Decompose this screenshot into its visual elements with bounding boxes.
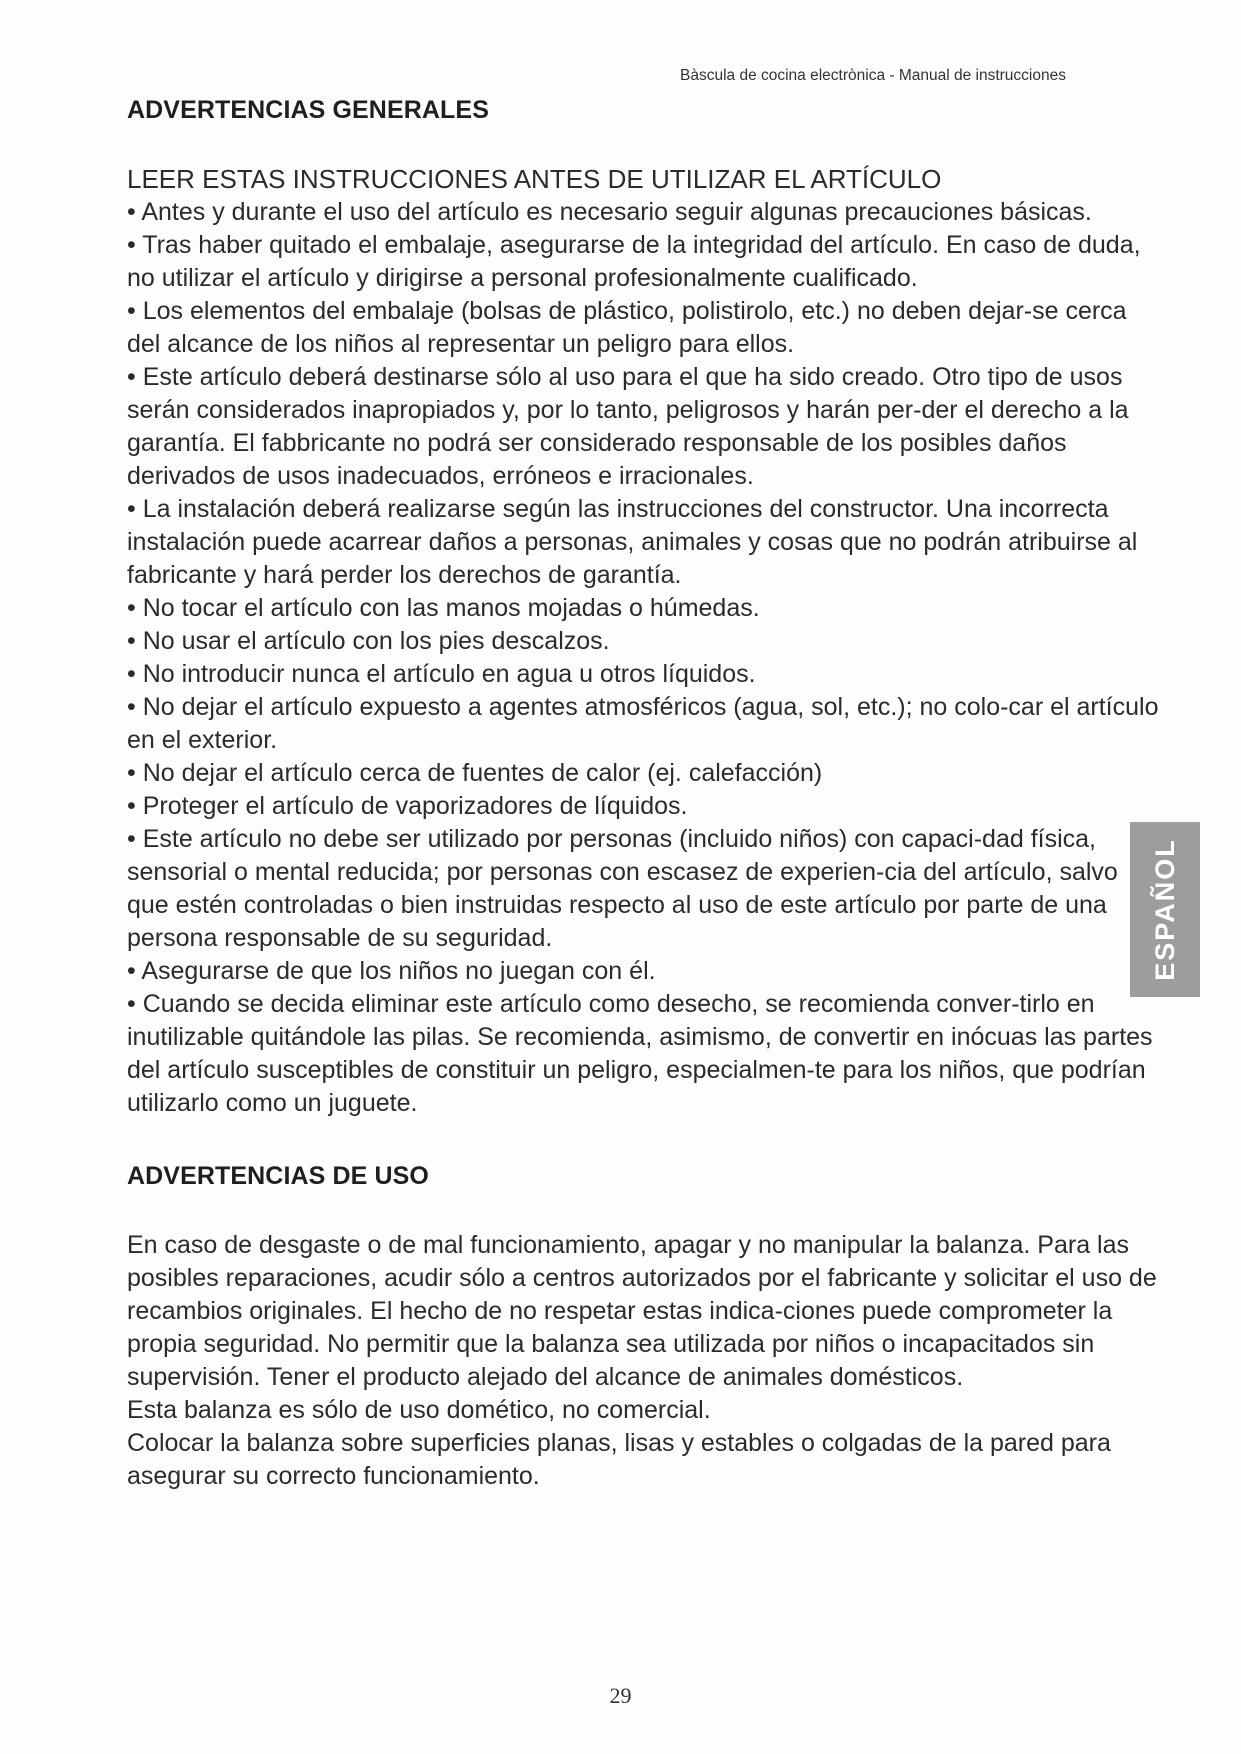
list-item: • Cuando se decida eliminar este artículo como desecho, se recomienda conver-tirlo en inutilizable quitándole las pilas. Se recomienda, asimismo, de convertir en inócuas las partes del artículo susceptibles de constituir un peligro, especialmen-te para los niños, que podrían utilizarlo como un juguete. [127,990,1153,1117]
list-item: • No usar el artículo con los pies descalzos. [127,627,610,655]
section-title-use: ADVERTENCIAS DE USO [127,1162,429,1190]
list-item: • Tras haber quitado el embalaje, asegurarse de la integridad del artículo. En caso de duda, no utilizar el artículo y dirigirse a personal profesionalmente cualificado. [127,231,1141,292]
page-number: 29 [609,1683,632,1708]
list-item: • Proteger el artículo de vaporizadores de líquidos. [127,792,688,820]
list-item: • Asegurarse de que los niños no juegan con él. [127,957,656,985]
list-item: • No dejar el artículo expuesto a agentes atmosféricos (agua, sol, etc.); no colo-car el artículo en el exterior. [127,693,1159,754]
page-content [127,96,1162,1493]
paragraph: Esta balanza es sólo de uso domético, no comercial. [127,1396,711,1424]
list-item: • No dejar el artículo cerca de fuentes de calor (ej. calefacción) [127,759,823,787]
paragraph: En caso de desgaste o de mal funcionamiento, apagar y no manipular la balanza. Para las posibles reparaciones, acudir sólo a centros autorizados por el fabricante y solicitar el uso de recambios originales. El hecho de no respetar estas indica-ciones puede comprometer la propia seguridad. No permitir que la balanza sea utilizada por niños o incapacitados sin supervisión. Tener el producto alejado del alcance de animales domésticos. [127,1231,1157,1391]
use-warnings-text [127,1229,1162,1493]
list-item: • Este artículo no debe ser utilizado por personas (incluido niños) con capaci-dad física, sensorial o mental reducida; por personas con escasez de experien-cia del artículo, salvo que estén controladas o bien instruidas respecto al uso de este artículo por parte de una persona responsable de su seguridad. [127,825,1118,952]
read-instructions-lead: LEER ESTAS INSTRUCCIONES ANTES DE UTILIZAR EL ARTÍCULO [127,164,942,194]
list-item: • Este artículo deberá destinarse sólo al uso para el que ha sido creado. Otro tipo de usos serán considerados inapropiados y, por lo tanto, peligrosos y harán per-der el derecho a la garantía. El fabbricante no podrá ser considerado responsable de los posibles daños derivados de usos inadecuados, erróneos e irracionales. [127,363,1129,490]
general-warnings-list [127,196,1162,1120]
language-side-tab [1130,822,1200,997]
paragraph: Colocar la balanza sobre superficies planas, lisas y estables o colgadas de la pared para asegurar su correcto funcionamiento. [127,1429,1111,1490]
section-use [127,1162,1162,1493]
section-title-general: ADVERTENCIAS GENERALES [127,96,489,124]
list-item: • No tocar el artículo con las manos mojadas o húmedas. [127,594,760,622]
list-item: • Antes y durante el uso del artículo es necesario seguir algunas precauciones básicas. [127,198,1092,226]
list-item: • La instalación deberá realizarse según las instrucciones del constructor. Una incorrecta instalación puede acarrear daños a personas, animales y cosas que no podrán atribuirse al fabricante y hará perder los derechos de garantía. [127,495,1138,589]
list-item: • No introducir nunca el artículo en agua u otros líquidos. [127,660,756,688]
list-item: • Los elementos del embalaje (bolsas de plástico, polistirolo, etc.) no deben dejar-se cerca del alcance de los niños al representar un peligro para ellos. [127,297,1127,358]
running-header: Bàscula de cocina electrònica - Manual de instrucciones [680,67,1066,84]
language-label: ESPAÑOL [1149,838,1180,981]
